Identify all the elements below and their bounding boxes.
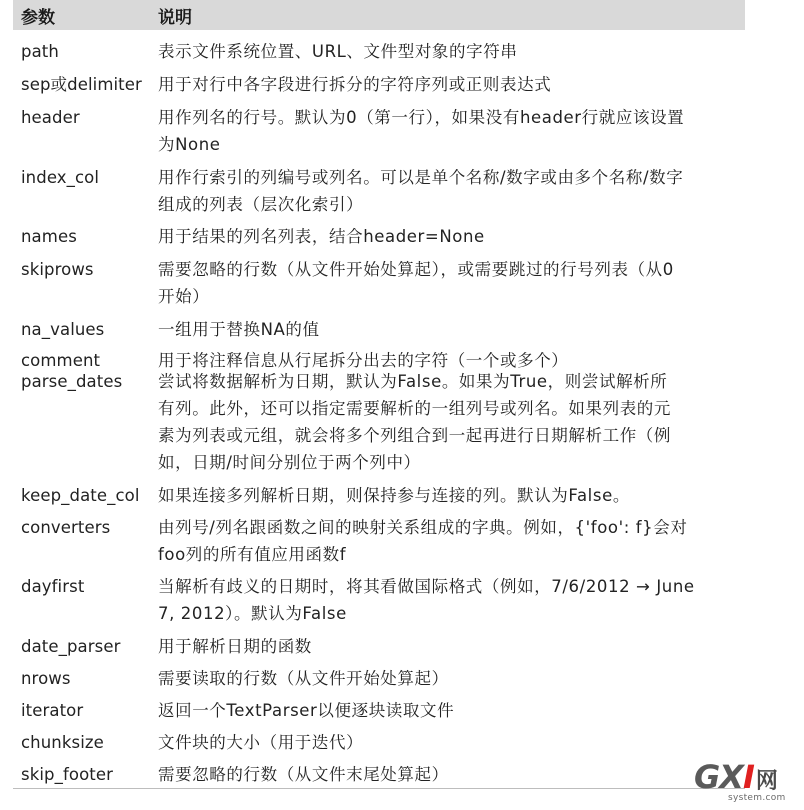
param-description xyxy=(150,71,745,98)
param-name: nrows xyxy=(21,669,71,688)
description-line: 7, 2012）。默认为False xyxy=(158,604,347,623)
description-line: 如，日期/时间分别位于两个列中） xyxy=(158,453,421,472)
description-line: 尝试将数据解析为日期，默认为False。如果为True，则尝试解析所 xyxy=(158,372,668,391)
table-body xyxy=(13,38,745,788)
param-name: path xyxy=(21,42,59,61)
description-line: 如果连接多列解析日期，则保持参与连接的列。默认为False。 xyxy=(158,486,630,505)
gxi-watermark-logo xyxy=(694,760,798,806)
description-line: 用作列名的行号。默认为0（第一行），如果没有header行就应该设置 xyxy=(158,108,685,127)
param-name: iterator xyxy=(21,701,84,720)
table-row xyxy=(13,482,745,509)
param-description xyxy=(150,729,745,756)
description-line: 为None xyxy=(158,135,221,154)
param-description xyxy=(150,761,745,788)
description-line: 返回一个TextParser以便逐块读取文件 xyxy=(158,701,455,720)
watermark-i: I xyxy=(742,758,754,796)
description-line: 一组用于替换NA的值 xyxy=(158,320,320,339)
param-description xyxy=(150,665,745,692)
description-line: 表示文件系统位置、URL、文件型对象的字符串 xyxy=(158,42,518,61)
param-description xyxy=(150,573,745,627)
header-param: 参数 xyxy=(21,7,55,28)
description-line: 文件块的大小（用于迭代） xyxy=(158,733,364,752)
table-row xyxy=(13,71,745,98)
description-line: 需要忽略的行数（从文件开始处算起），或需要跳过的行号列表（从0 xyxy=(158,260,674,279)
watermark-g: G xyxy=(694,758,720,796)
param-name: comment xyxy=(21,351,101,370)
table-row xyxy=(13,316,745,343)
param-description xyxy=(150,633,745,660)
table-row xyxy=(13,697,745,724)
table-row xyxy=(13,633,745,660)
description-line: 素为列表或元组，就会将多个列组合到一起再进行日期解析工作（例 xyxy=(158,426,671,445)
param-name: dayfirst xyxy=(21,577,85,596)
param-description xyxy=(150,223,745,250)
param-description xyxy=(150,368,745,476)
param-description xyxy=(150,697,745,724)
param-description xyxy=(150,256,745,310)
param-name: date_parser xyxy=(21,637,121,656)
table-row xyxy=(13,256,745,310)
description-line: 用于结果的列名列表，结合header=None xyxy=(158,227,485,246)
param-name: index_col xyxy=(21,168,100,187)
header-description: 说明 xyxy=(158,7,192,28)
description-line: 有列。此外，还可以指定需要解析的一组列号或列名。如果列表的元 xyxy=(158,399,671,418)
param-name: converters xyxy=(21,518,111,537)
table-row xyxy=(13,573,745,627)
param-name: keep_date_col xyxy=(21,486,140,505)
table-row xyxy=(13,514,745,568)
description-line: 组成的列表（层次化索引） xyxy=(158,195,364,214)
table-row xyxy=(13,761,745,788)
param-description xyxy=(150,316,745,343)
description-line: 当解析有歧义的日期时，将其看做国际格式（例如，7/6/2012 → June xyxy=(158,577,695,596)
description-line: 开始） xyxy=(158,287,210,306)
description-line: 用于对行中各字段进行拆分的字符序列或正则表达式 xyxy=(158,75,552,94)
param-name: chunksize xyxy=(21,733,104,752)
table-row xyxy=(13,164,745,218)
param-name: names xyxy=(21,227,77,246)
table-row xyxy=(13,104,745,158)
description-line: 用于解析日期的函数 xyxy=(158,637,312,656)
param-name: skiprows xyxy=(21,260,94,279)
param-description xyxy=(150,514,745,568)
watermark-domain: system.com xyxy=(728,793,786,803)
param-name: na_values xyxy=(21,320,105,339)
table-row xyxy=(13,368,745,476)
param-name: skip_footer xyxy=(21,765,113,784)
table-row xyxy=(13,38,745,65)
parameter-table xyxy=(13,0,745,789)
param-name: parse_dates xyxy=(21,372,123,391)
param-name: header xyxy=(21,108,80,127)
watermark-cn: 网 xyxy=(755,769,777,794)
description-line: 需要忽略的行数（从文件末尾处算起） xyxy=(158,765,449,784)
description-line: 用于将注释信息从行尾拆分出去的字符（一个或多个） xyxy=(158,351,569,370)
table-row xyxy=(13,223,745,250)
param-description xyxy=(150,38,745,65)
description-line: 用作行索引的列编号或列名。可以是单个名称/数字或由多个名称/数字 xyxy=(158,168,684,187)
param-description xyxy=(150,104,745,158)
description-line: 由列号/列名跟函数之间的映射关系组成的字典。例如，{'foo': f}会对 xyxy=(158,518,688,537)
param-description xyxy=(150,482,745,509)
watermark-x: X xyxy=(719,758,743,796)
table-bottom-rule xyxy=(13,788,745,789)
table-header-row xyxy=(13,0,745,30)
description-line: foo列的所有值应用函数f xyxy=(158,545,347,564)
param-name: sep或delimiter xyxy=(21,75,142,94)
param-description xyxy=(150,164,745,218)
description-line: 需要读取的行数（从文件开始处算起） xyxy=(158,669,449,688)
table-row xyxy=(13,729,745,756)
table-row xyxy=(13,665,745,692)
